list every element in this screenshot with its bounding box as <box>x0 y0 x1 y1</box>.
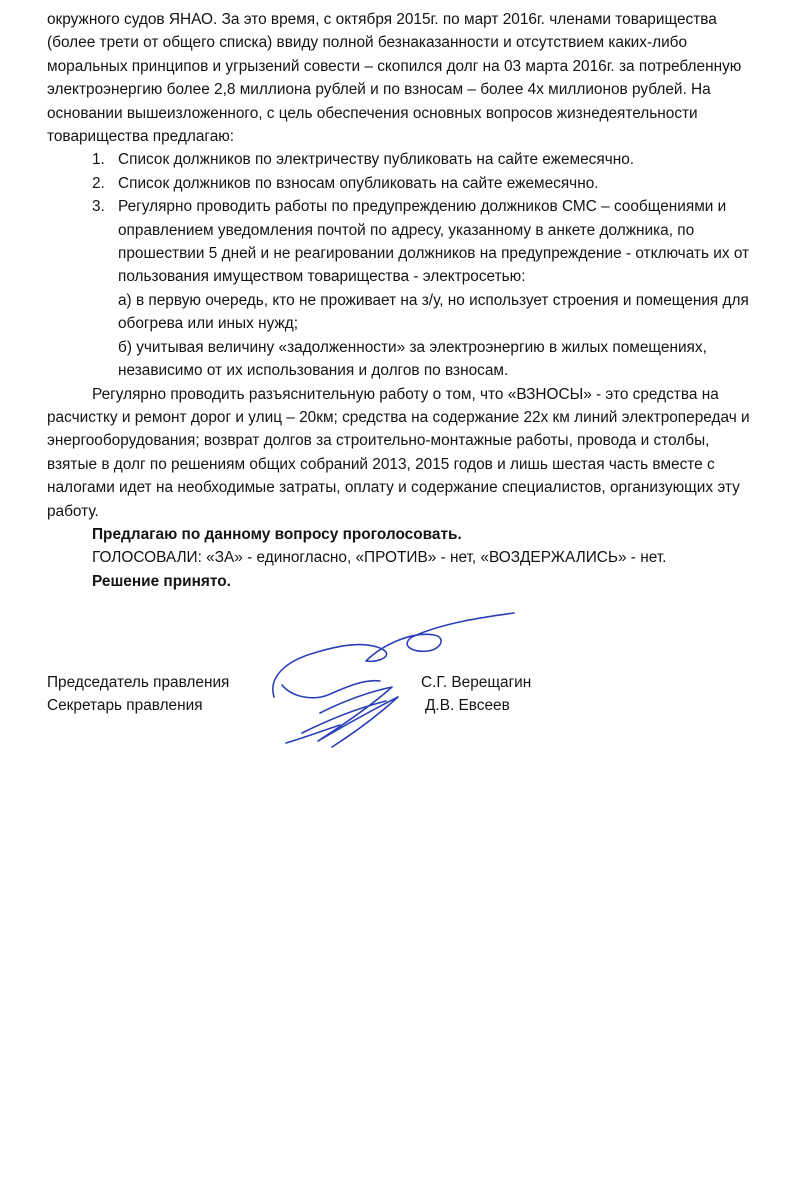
secretary-title: Секретарь правления <box>47 697 203 714</box>
list-number: 2. <box>92 174 105 192</box>
vote-decision: Решение принято. <box>92 572 231 590</box>
text-line: налогами идет на необходимые затраты, оплату и содержание специалистов, организующих эту <box>47 479 740 497</box>
text-line: Список должников по взносам опубликовать на сайте ежемесячно. <box>118 174 599 192</box>
vote-proposal: Предлагаю по данному вопросу проголосовать. <box>92 525 462 543</box>
text-line: (более трети от общего списка) ввиду полной безнаказанности и отсутствием каких-либо <box>47 34 688 52</box>
text-line: Список должников по электричеству публиковать на сайте ежемесячно. <box>118 151 635 169</box>
text-line: оправлением уведомления почтой по адресу, указанному в анкете должника, по <box>118 221 695 239</box>
list-number: 1. <box>92 151 105 169</box>
text-line: электроэнергию более 2,8 миллиона рублей и по взносам – более 4х миллионов рублей. На <box>47 81 711 99</box>
text-line: основании вышеизложенного, с цель обеспечения основных вопросов жизнедеятельности <box>47 104 698 122</box>
chairman-title: Председатель правления <box>47 674 230 691</box>
text-line: обогрева или иных нужд; <box>118 315 299 333</box>
paragraph-debts <box>47 8 775 148</box>
signature-block <box>47 671 747 731</box>
paragraph-fees <box>47 383 775 523</box>
document-body <box>47 8 775 593</box>
text-line: окружного судов ЯНАО. За это время, с октября 2015г. по март 2016г. членами товарищества <box>47 11 717 28</box>
vote-section <box>47 523 775 593</box>
list-item <box>47 172 775 195</box>
text-line: независимо от их использования и долгов по взносам. <box>118 362 509 380</box>
text-line: Регулярно проводить работы по предупреждению должников СМС – сообщениями и <box>118 198 727 216</box>
list-item <box>47 195 775 382</box>
text-line: пользования имуществом товарищества - электросетью: <box>118 268 526 286</box>
text-line: прошествии 5 дней и не реагировании должников на предупреждение - отключать их от <box>118 245 750 263</box>
chairman-name: С.Г. Верещагин <box>421 674 532 691</box>
text-line: б) учитывая величину «задолженности» за электроэнергию в жилых помещениях, <box>118 338 707 356</box>
text-line: расчистку и ремонт дорог и улиц – 20км; средства на содержание 22х км линий электропередач и <box>47 408 750 426</box>
secretary-name: Д.В. Евсеев <box>425 697 510 714</box>
list-item <box>47 148 775 171</box>
text-line: Регулярно проводить разъяснительную работу о том, что «ВЗНОСЫ» - это средства на <box>92 385 719 403</box>
text-line: энергооборудования; возврат долгов за строительно-монтажные работы, провода и столбы, <box>47 432 710 450</box>
text-line: товарищества предлагаю: <box>47 128 235 146</box>
text-line: работу. <box>47 502 99 520</box>
vote-result: ГОЛОСОВАЛИ: «ЗА» - единогласно, «ПРОТИВ» - нет, «ВОЗДЕРЖАЛИСЬ» - нет. <box>92 549 667 567</box>
proposal-list <box>47 148 775 382</box>
text-line: а) в первую очередь, кто не проживает на з/у, но использует строения и помещения для <box>118 291 749 309</box>
list-number: 3. <box>92 198 105 216</box>
text-line: моральных принципов и угрызений совести – скопился долг на 03 марта 2016г. за потребленную <box>47 57 742 75</box>
text-line: взятые в долг по решениям общих собраний 2013, 2015 годов и лишь шестая часть вместе с <box>47 455 715 473</box>
